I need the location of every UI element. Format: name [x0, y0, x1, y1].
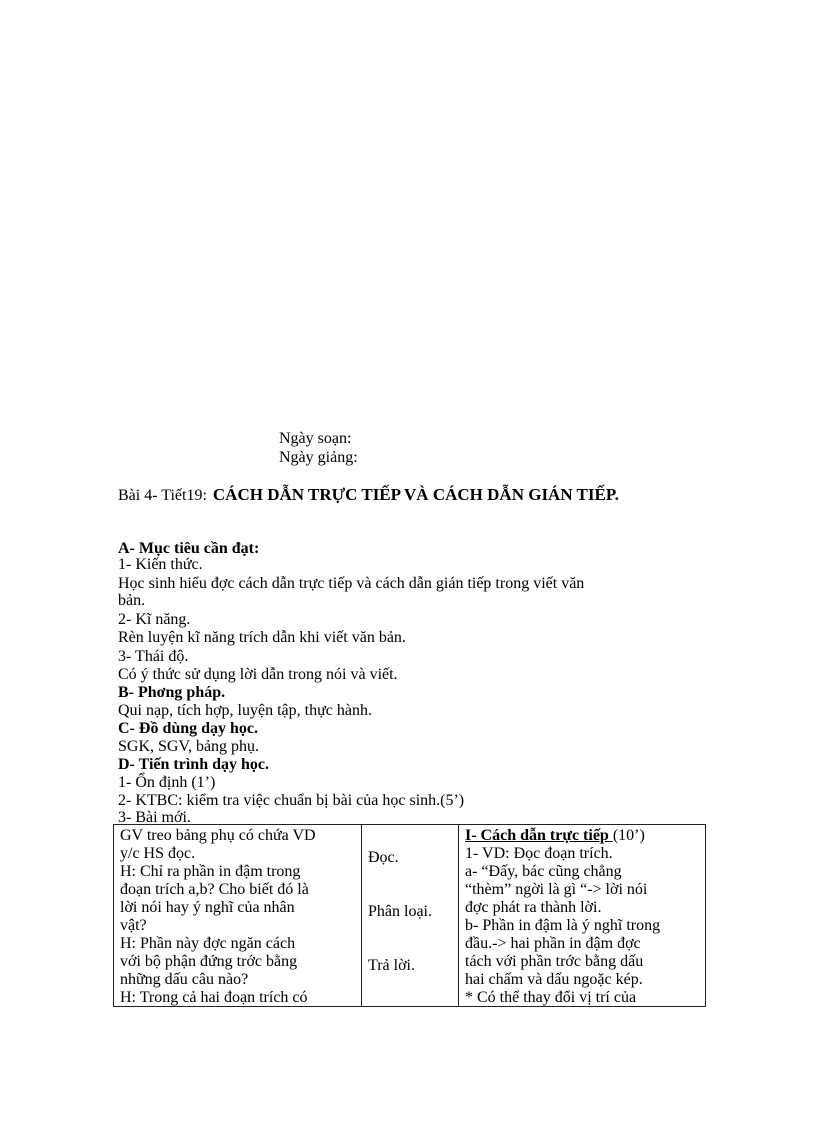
- table-line: * Có thể thay đổi vị trí của: [465, 989, 637, 1006]
- table-line: a- “Đấy, bác cũng chẳng: [465, 863, 622, 880]
- section-a1-text-1: Học sinh hiểu đợc cách dẫn trực tiếp và cách dẫn gián tiếp trong viết văn: [118, 575, 585, 592]
- table-line: hai chấm và dấu ngoặc kép.: [465, 971, 643, 988]
- content-heading-text: I- Cách dẫn trực tiếp: [465, 827, 613, 844]
- table-line: lời nói hay ý nghĩ của nhân: [120, 899, 295, 916]
- section-b-heading: B- Phơng pháp.: [118, 684, 226, 701]
- date-prepared: Ngày soạn:: [279, 430, 352, 447]
- table-line: H: Trong cả hai đoạn trích có: [120, 989, 308, 1006]
- lesson-heading: [118, 486, 619, 505]
- table-line: Phân loại.: [368, 903, 432, 920]
- table-line: H: Phần này đợc ngăn cách: [120, 935, 296, 952]
- table-line: vật?: [120, 917, 147, 934]
- section-a2: 2- Kĩ năng.: [118, 611, 191, 628]
- section-d1: 1- Ổn định (1’): [118, 774, 216, 791]
- student-activity-cell: [362, 825, 459, 1007]
- section-b-text: Qui nạp, tích hợp, luyện tập, thực hành.: [118, 702, 372, 719]
- date-taught: Ngày giảng:: [279, 449, 358, 466]
- table-line: tách với phần trớc bằng dấu: [465, 953, 644, 970]
- table-line: b- Phần in đậm là ý nghĩ trong: [465, 917, 661, 934]
- table-line: Trả lời.: [368, 957, 415, 974]
- table-line: Đọc.: [368, 849, 399, 866]
- teacher-activity-cell: [114, 825, 362, 1007]
- table-line: đầu.-> hai phần in đậm đợc: [465, 935, 641, 952]
- section-a2-text: Rèn luyện kĩ năng trích dẫn khi viết văn bản.: [118, 629, 406, 646]
- table-line: 1- VD: Đọc đoạn trích.: [465, 845, 613, 862]
- content-heading-time: (10’): [612, 827, 645, 844]
- table-line: “thèm” ngời là gì “-> lời nói: [465, 881, 648, 898]
- section-a-heading: A- Mục tiêu cần đạt:: [118, 540, 260, 557]
- section-a1-text-2: bản.: [118, 592, 146, 609]
- section-a1: 1- Kiến thức.: [118, 556, 203, 573]
- table-line: đợc phát ra thành lời.: [465, 899, 602, 916]
- table-line: GV treo bảng phụ có chứa VD: [120, 827, 316, 844]
- section-d-heading: D- Tiến trình dạy học.: [118, 756, 269, 773]
- lesson-title: CÁCH DẪN TRỰC TIẾP VÀ CÁCH DẪN GIÁN TIẾP.: [212, 485, 619, 504]
- content-heading: [465, 827, 645, 845]
- lesson-prefix: Bài 4- Tiết19:: [118, 487, 207, 504]
- section-c-text: SGK, SGV, bảng phụ.: [118, 738, 260, 755]
- section-d2: 2- KTBC: kiểm tra việc chuẩn bị bài của học sinh.(5’): [118, 792, 465, 809]
- section-c-heading: C- Đồ dùng dạy học.: [118, 720, 259, 737]
- table-line: những dấu câu nào?: [120, 971, 249, 988]
- table-line: H: Chỉ ra phần in đậm trong: [120, 863, 301, 880]
- lesson-plan-table: [113, 824, 706, 1007]
- section-a3: 3- Thái độ.: [118, 648, 189, 665]
- section-a3-text: Có ý thức sử dụng lời dẫn trong nói và viết.: [118, 666, 398, 683]
- content-cell: [459, 825, 706, 1007]
- section-d3: 3- Bài mới.: [118, 809, 191, 826]
- table-line: với bộ phận đứng trớc bằng: [120, 953, 298, 970]
- table-line: y/c HS đọc.: [120, 845, 196, 862]
- table-line: đoạn trích a,b? Cho biết đó là: [120, 881, 309, 898]
- table-row: [114, 825, 706, 1007]
